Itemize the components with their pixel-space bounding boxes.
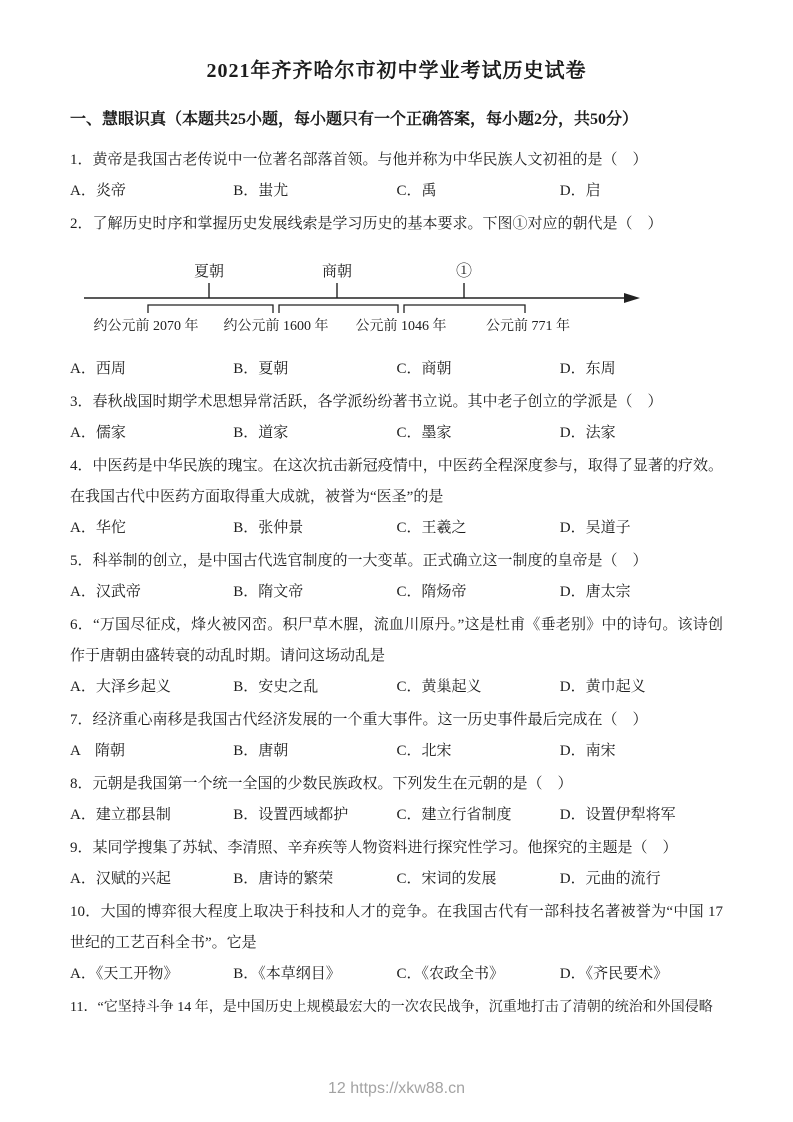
timeline-arrowhead [624,293,640,303]
option: C．黄巢起义 [396,679,482,695]
timeline-date: 约公元前 2070 年 [93,319,199,334]
section-header: 一、慧眼识真（本题共25小题，每小题只有一个正确答案，每小题2分，共50分） [70,111,639,128]
option: D．南宋 [559,743,616,759]
options-row [70,736,723,767]
option: A．炎帝 [70,183,126,199]
option: B．隋文帝 [233,584,304,600]
option: B．道家 [233,425,289,441]
options-row [70,418,723,449]
option: A．西周 [70,361,126,377]
option: C．商朝 [396,361,452,377]
option: C．宋词的发展 [396,871,497,887]
options-row [70,513,723,544]
options-row [70,959,723,990]
option: B．唐朝 [233,743,289,759]
question [70,992,723,1023]
question-text: 8．元朝是我国第一个统一全国的少数民族政权。下列发生在元朝的是（ ） [70,776,573,792]
question [70,145,723,207]
option: C．建立行省制度 [396,807,512,823]
options-row [70,672,723,703]
option: A．大泽乡起义 [70,679,171,695]
question-text: 4．中医药是中华民族的瑰宝。在这次抗击新冠疫情中，中医药全程深度参与，取得了显著的疗效。在我国古代中医药方面取得重大成就，被誉为“医圣”的是 [70,458,723,505]
question [70,897,723,990]
question [70,451,723,544]
option: B．夏朝 [233,361,289,377]
options-row [70,800,723,831]
option: D．东周 [559,361,616,377]
option: D．吴道子 [559,520,631,536]
option: A．华佗 [70,520,126,536]
question [70,705,723,767]
timeline-label: ① [455,263,473,280]
question-text: 5．科举制的创立，是中国古代选官制度的一大变革。正式确立这一制度的皇帝是（ ） [70,553,648,569]
option: C．墨家 [396,425,452,441]
option: D．《齐民要术》 [559,966,669,982]
option: B．安史之乱 [233,679,319,695]
timeline-bracket [148,305,273,313]
option: C．隋炀帝 [396,584,467,600]
option: D．黄巾起义 [559,679,646,695]
question [70,387,723,449]
question-text: 10．大国的博弈很大程度上取决于科技和人才的竞争。在我国古代有一部科技名著被誉为“中国 17 世纪的工艺百科全书”。它是 [70,904,723,951]
options-row [70,176,723,207]
question [70,209,723,385]
watermark-footer: 12 https://xkw88.cn [328,1080,465,1097]
option: C．王羲之 [396,520,467,536]
options-row [70,354,723,385]
question-text: 9．某同学搜集了苏轼、李清照、辛弃疾等人物资料进行探究性学习。他探究的主题是（ ） [70,840,678,856]
question-text: 6．“万国尽征戍，烽火被冈峦。积尸草木腥，流血川原丹。”这是杜甫《垂老别》中的诗句。该诗创作于唐朝由盛转衰的动乱时期。请问这场动乱是 [70,617,723,664]
option: B．蚩尤 [233,183,289,199]
question [70,610,723,703]
question-text: 3．春秋战国时期学术思想异常活跃，各学派纷纷著书立说。其中老子创立的学派是（ ） [70,394,663,410]
timeline-date: 公元前 1046 年 [355,319,447,334]
question-text: 2．了解历史时序和掌握历史发展线索是学习历史的基本要求。下图①对应的朝代是（ ） [70,216,663,232]
option: A．汉武帝 [70,584,141,600]
question [70,546,723,608]
question-text: 11．“它坚持斗争 14 年，是中国历史上规模最宏大的一次农民战争，沉重地打击了清朝的统治和外国侵略 [70,1000,713,1015]
timeline-label: 商朝 [321,264,353,280]
question [70,769,723,831]
option: C．北宋 [396,743,452,759]
timeline-bracket [279,305,398,313]
timeline-label: 夏朝 [193,264,225,280]
option: A．建立郡县制 [70,807,171,823]
option: A．《天工开物》 [70,966,179,982]
option: D．启 [559,183,601,199]
timeline-date: 约公元前 1600 年 [223,319,329,334]
option: B．唐诗的繁荣 [233,871,334,887]
question-text: 7．经济重心南移是我国古代经济发展的一个重大事件。这一历史事件最后完成在（ ） [70,712,648,728]
options-row [70,577,723,608]
option: A 隋朝 [70,743,126,759]
option: B．《本草纲目》 [233,966,341,982]
question-text: 1．黄帝是我国古老传说中一位著名部落首领。与他并称为中华民族人文初祖的是（ ） [70,152,648,168]
option: C．《农政全书》 [396,966,505,982]
option: D．元曲的流行 [559,871,661,887]
option: A．汉赋的兴起 [70,871,171,887]
option: D．设置伊犁将军 [559,807,676,823]
question [70,833,723,895]
timeline-bracket [404,305,525,313]
option: D．法家 [559,425,616,441]
timeline-date: 公元前 771 年 [486,319,570,334]
timeline-diagram [70,250,715,338]
page-title: 2021年齐齐哈尔市初中学业考试历史试卷 [206,60,587,82]
option: C．禹 [396,183,437,199]
option: B．设置西域都护 [233,807,349,823]
option: B．张仲景 [233,520,304,536]
options-row [70,864,723,895]
option: D．唐太宗 [559,584,631,600]
option: A．儒家 [70,425,126,441]
